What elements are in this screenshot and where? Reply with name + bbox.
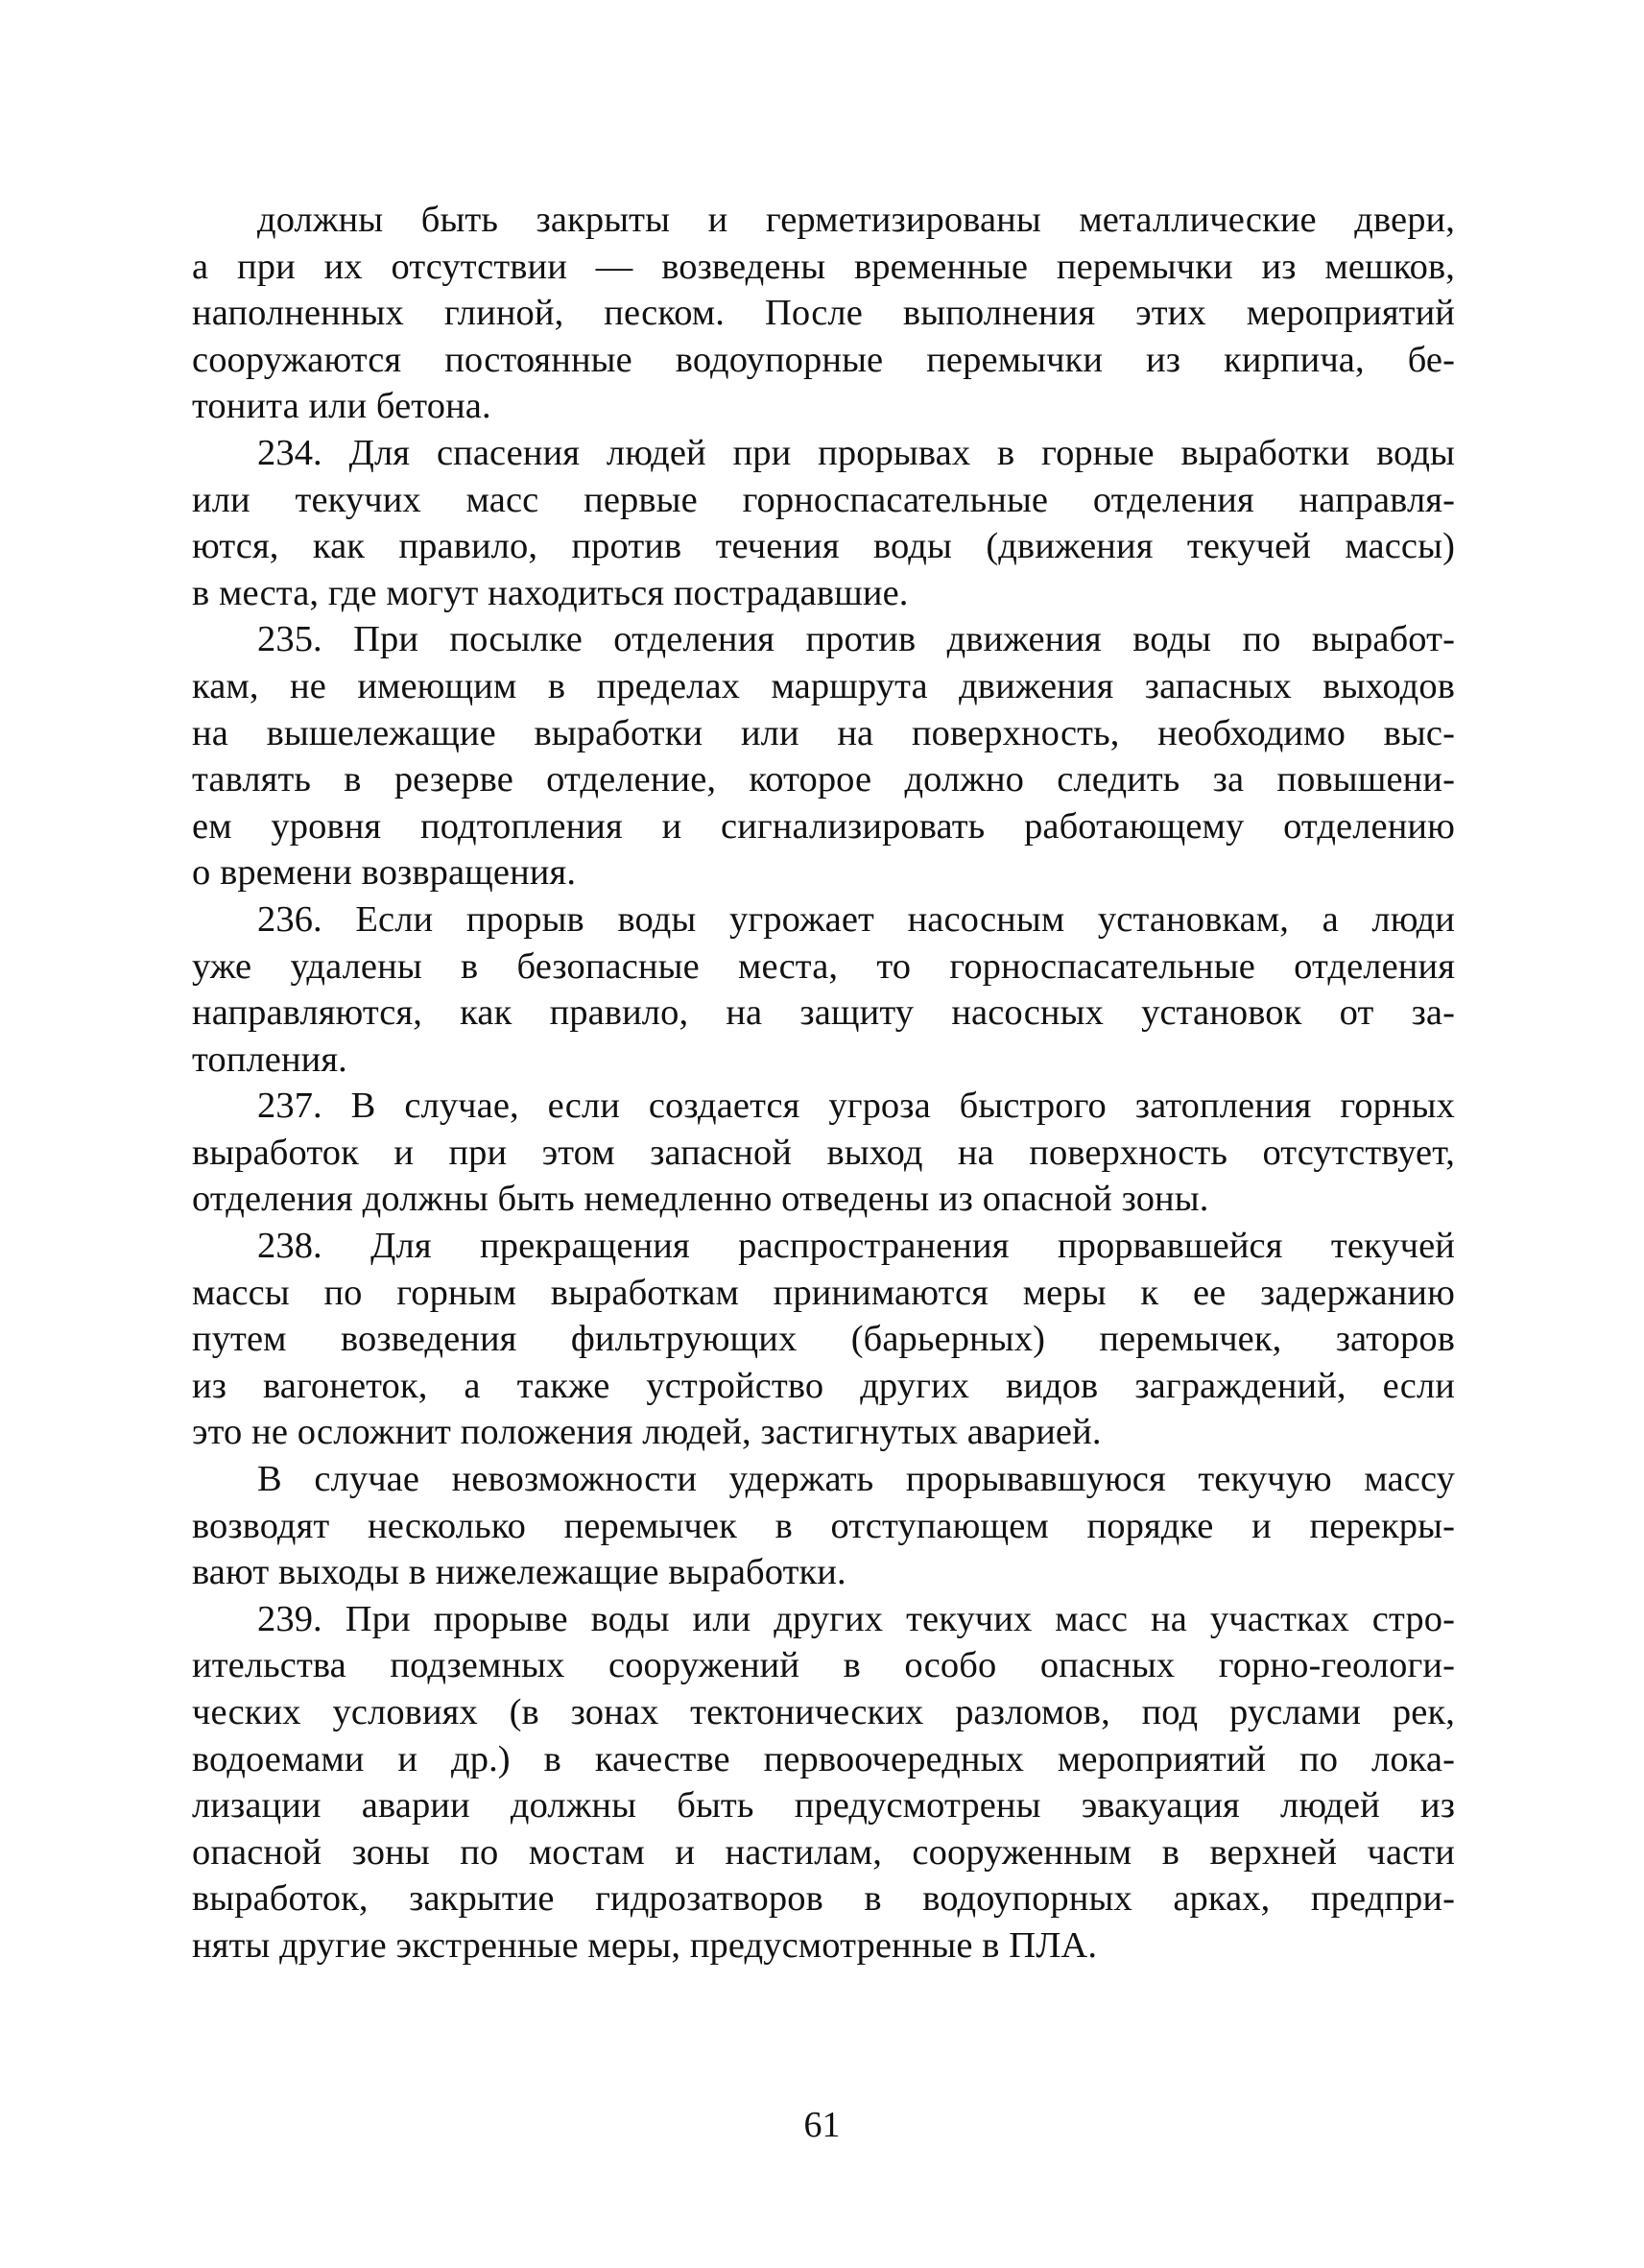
text-line: 234. Для спасения людей при прорывах в горные выработки воды [257,432,1455,473]
text-line: ем уровня подтопления и сигнализировать работающему отделению [192,805,1455,847]
text-line: кам, не имеющим в пределах маршрута движения запасных выходов [192,665,1455,706]
text-line: 236. Если прорыв воды угрожает насосным установкам, а люди [257,898,1455,940]
text-line: путем возведения фильтрующих (барьерных) перемычек, заторов [192,1319,1455,1360]
text-line: или текучих масс первые горноспасательные отделения направля- [192,479,1455,520]
text-line: отделения должны быть немедленно отведены из опасной зоны. [192,1179,1209,1220]
text-line: 235. При посылке отделения против движения воды по выработ- [257,619,1455,660]
text-line: выработок и при этом запасной выход на поверхность отсутствует, [192,1132,1455,1173]
text-line: тонита или бетона. [192,386,491,427]
text-line: ческих условиях (в зонах тектонических разломов, под руслами рек, [192,1692,1455,1732]
text-line: В случае невозможности удержать прорывавшуюся текучую массу [257,1459,1455,1500]
text-line: уже удалены в безопасные места, то горноспасательные отделения [192,945,1455,987]
text-line: наполненных глиной, песком. После выполнения этих мероприятий [192,293,1455,334]
text-line: направляются, как правило, на защиту насосных установок от за- [192,992,1455,1034]
text-line: это не осложнит положения людей, застигнутых аварией. [192,1412,1102,1453]
text-line: должны быть закрыты и герметизированы металлические двери, [257,200,1455,240]
text-line: водоемами и др.) в качестве первоочередных мероприятий по лока- [192,1738,1455,1779]
text-line: лизации аварии должны быть предусмотрены эвакуация людей из [192,1785,1455,1826]
text-line: на вышележащие выработки или на поверхность, необходимо выс- [192,712,1455,753]
text-line: няты другие экстренные меры, предусмотренные в ПЛА. [192,1924,1098,1966]
text-line: выработок, закрытие гидрозатворов в водоупорных арках, предпри- [192,1878,1455,1920]
text-line: ительства подземных сооружений в особо опасных горно-геологи- [192,1645,1455,1686]
text-line: возводят несколько перемычек в отступающем порядке и перекры- [192,1505,1455,1546]
text-line: массы по горным выработкам принимаются меры к ее задержанию [192,1272,1455,1313]
text-line: топления. [192,1039,347,1080]
text-line: ются, как правило, против течения воды (движения текучей массы) [192,526,1455,567]
text-line: 239. При прорыве воды или других текучих масс на участках стро- [257,1598,1455,1639]
text-line: 237. В случае, если создается угроза быстрого затопления горных [257,1086,1455,1127]
text-line: а при их отсутствии — возведены временные перемычки из мешков, [192,246,1455,287]
text-line: тавлять в резерве отделение, которое должно следить за повышени- [192,759,1455,800]
text-line: о времени возвращения. [192,852,577,894]
text-line: опасной зоны по мостам и настилам, сооруженным в верхней части [192,1831,1455,1873]
text-line: 238. Для прекращения распространения прорвавшейся текучей [257,1226,1455,1267]
text-line: вают выходы в нижележащие выработки. [192,1552,846,1593]
text-line: из вагонеток, а также устройство других видов заграждений, если [192,1365,1455,1406]
text-line: сооружаются постоянные водоупорные перемычки из кирпича, бе- [192,339,1455,380]
text-line: в места, где могут находиться пострадавшие. [192,572,909,613]
page-number: 61 [803,2105,841,2145]
page-body [192,197,1455,1970]
